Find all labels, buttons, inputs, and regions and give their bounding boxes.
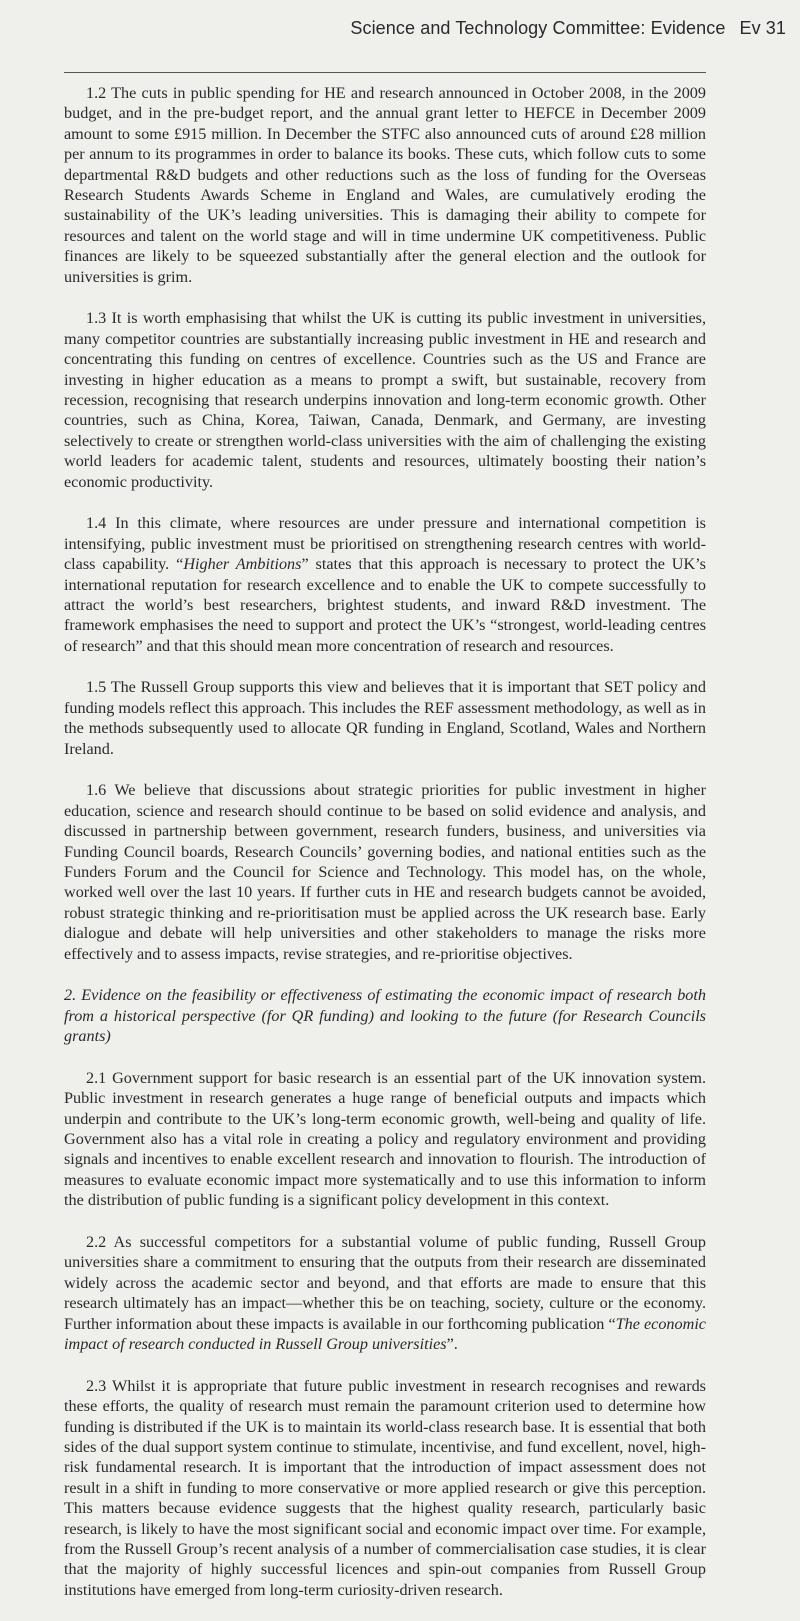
running-header — [350, 18, 786, 39]
paragraph-1-4-text-a: 1.4 In this climate, where resources are under pressure and international competition is intensifying, public investment must be prioritised on strengthening research centres with world-class capability. “ — [64, 514, 706, 574]
paragraph-1-4 — [64, 513, 706, 656]
paragraph-2-2-citation: The economic impact of research conducted in Russell Group universities — [64, 1314, 706, 1354]
paragraph-1-2: 1.2 The cuts in public spending for HE and research announced in October 2008, in the 2009 budget, and in the pre-budget report, and the annual grant letter to HEFCE in December 2009 amount to some £915 million. In December the STFC also announced cuts of around £28 million per annum to its programmes in order to balance its books. These cuts, which follow cuts to some departmental R&D budgets and other reductions such as the loss of funding for the Overseas Research Students Awards Scheme in England and Wales, are cumulatively eroding the sustainability of the UK’s leading universities. This is damaging their ability to compete for resources and talent on the world stage and will in time undermine UK competitiveness. Public finances are likely to be squeezed substantially after the general election and the outlook for universities is grim. — [64, 84, 706, 286]
paragraph-2-2 — [64, 1232, 706, 1354]
paragraph-2-1: 2.1 Government support for basic research is an essential part of the UK innovation system. Public investment in research generates a huge range of beneficial outputs and impacts which underpin and contribute to the UK’s long-term economic growth, well-being and quality of life. Government also has a vital role in creating a policy and regulatory environment and providing signals and incentives to enable excellent research and innovation to flourish. The introduction of measures to evaluate economic impact more systematically and to use this information to inform the distribution of public funding is a significant policy development in this context. — [64, 1068, 706, 1210]
paragraph-1-6: 1.6 We believe that discussions about strategic priorities for public investment in higher education, science and research should continue to be based on solid evidence and analysis, and discussed in partnership between government, research funders, business, and universities via Funding Council boards, Research Councils’ governing bodies, and national entities such as the Funders Forum and the Council for Science and Technology. This model has, on the whole, worked well over the last 10 years. If further cuts in HE and research budgets cannot be avoided, robust strategic thinking and re-prioritisation must be applied across the UK research base. Early dialogue and debate will help universities and other stakeholders to manage the risks more effectively and to assess impacts, revise strategies, and re-prioritise objectives. — [64, 781, 706, 963]
section-heading-2: 2. Evidence on the feasibility or effectiveness of estimating the economic impact of research both from a historical perspective (for QR funding) and looking to the future (for Research Councils grants) — [64, 986, 706, 1046]
paragraph-1-4-citation: Higher Ambitions — [183, 555, 302, 574]
paragraph-2-2-text-b: ”. — [446, 1335, 458, 1354]
paragraph-1-5: 1.5 The Russell Group supports this view and believes that it is important that SET policy and funding models reflect this approach. This includes the REF assessment methodology, as well as in the methods subsequently used to allocate QR funding in England, Scotland, Wales and Northern Ireland. — [64, 678, 706, 758]
header-title: Science and Technology Committee: Evidence — [350, 18, 726, 38]
paragraph-1-3: 1.3 It is worth emphasising that whilst the UK is cutting its public investment in universities, many competitor countries are substantially increasing public investment in HE and research and concentrating this funding on centres of excellence. Countries such as the US and France are investing in higher education as a means to prompt a swift, but sustainable, recovery from recession, recognising that research underpins innovation and long-term economic growth. Other countries, such as China, Korea, Taiwan, Canada, Denmark, and Germany, are investing selectively to create or strengthen world-class universities with the aim of challenging the existing world leaders for academic talent, students and resources, ultimately boosting their nation’s economic productivity. — [64, 309, 706, 491]
paragraph-1-4-text-b: ” states that this approach is necessary to protect the UK’s international reputation for research excellence and to enable the UK to compete successfully to attract the world’s best researchers, brightest students, and inward R&D investment. The framework emphasises the need to support and protect the UK’s “strongest, world-leading centres of research” and that this should mean more concentration of research and resources. — [64, 555, 706, 655]
header-rule — [64, 72, 706, 73]
paragraph-2-3: 2.3 Whilst it is appropriate that future public investment in research recognises and rewards these efforts, the quality of research must remain the paramount criterion used to determine how funding is distributed if the UK is to maintain its world-class research base. It is essential that both sides of the dual support system continue to stimulate, incentivise, and fund excellent, novel, high-risk fundamental research. It is important that the introduction of impact assessment does not result in a shift in funding to more conservative or more applied research or give this perception. This matters because evidence suggests that the highest quality research, particularly basic research, is likely to have the most significant social and economic impact over time. For example, from the Russell Group’s recent analysis of a number of commercialisation case studies, it is clear that the majority of highly successful licences and spin-out companies from Russell Group institutions have emerged from long-term curiosity-driven research. — [64, 1376, 706, 1599]
document-body — [64, 83, 706, 1621]
header-page-ref: Ev 31 — [739, 18, 786, 38]
paragraph-2-2-text-a: 2.2 As successful competitors for a substantial volume of public funding, Russell Group universities share a commitment to ensuring that the outputs from their research are disseminated widely across the academic sector and beyond, and that efforts are made to ensure that this research ultimately has an impact—whether this be on teaching, society, culture or the economy. Further information about these impacts is available in our forthcoming publication “ — [64, 1232, 706, 1333]
